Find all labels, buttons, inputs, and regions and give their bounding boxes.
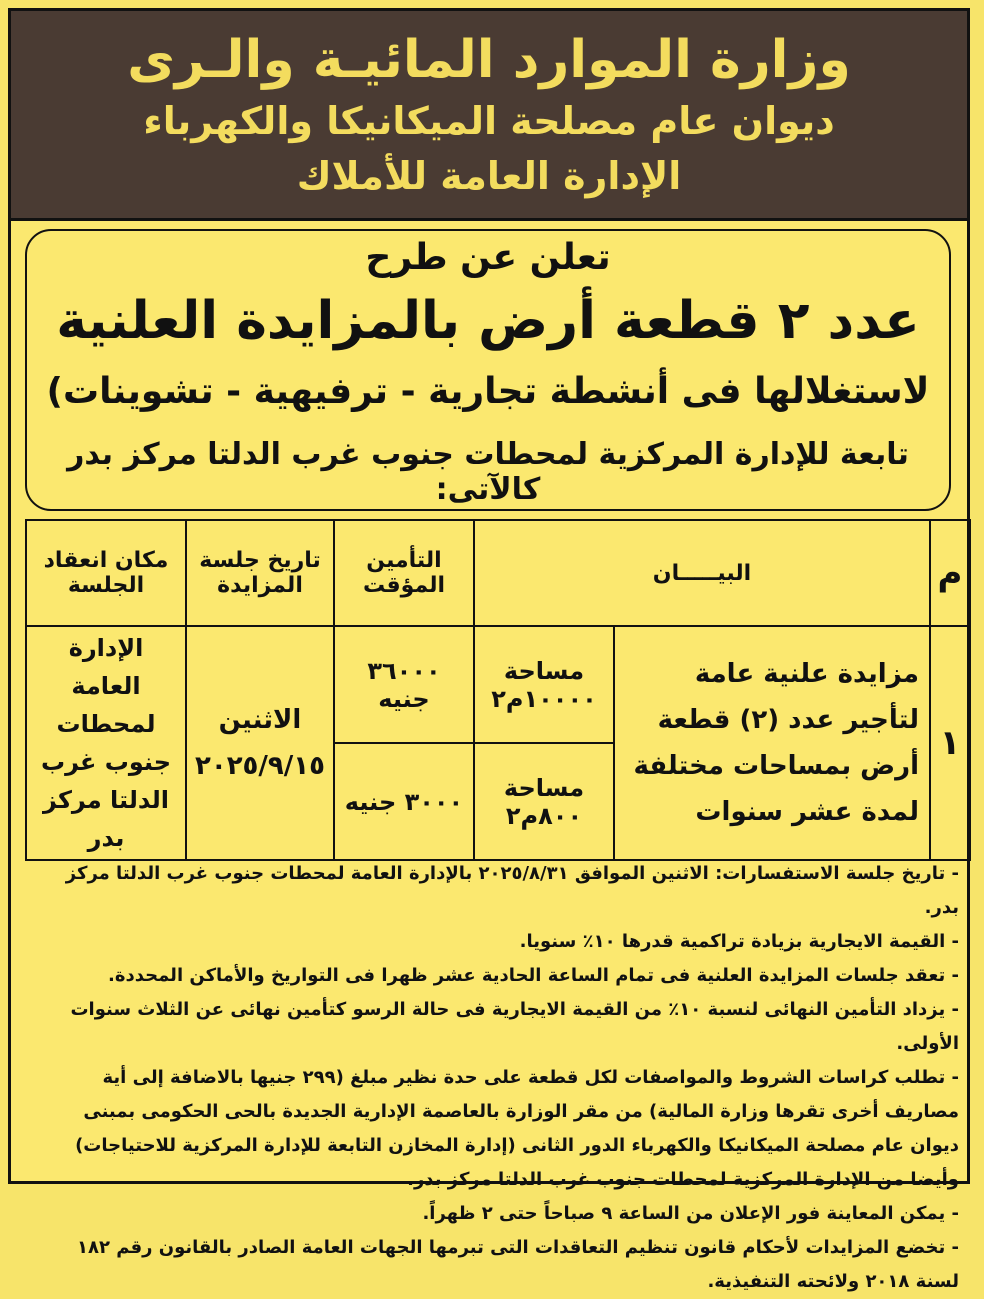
table-row [26,626,970,743]
note-item: - يمكن المعاينة فور الإعلان من الساعة ٩ صباحاً حتى ٢ ظهراً. [422,1203,959,1224]
note-item: - القيمة الايجارية بزيادة تراكمية قدرها ١٠٪ سنويا. [519,931,959,952]
note-item: - تاريخ جلسة الاستفسارات: الاثنين الموافق ٢٠٢٥/٨/٣١ بالإدارة العامة لمحطات جنوب غرب الدلتا مركز بدر. [65,863,959,918]
auction-date: الاثنين ٢٠٢٥/٩/١٥ [186,626,334,860]
department-name: ديوان عام مصلحة الميكانيكا والكهرباء [143,98,835,143]
announce-affiliation: تابعة للإدارة المركزية لمحطات جنوب غرب الدلتا مركز بدر كالآتى: [67,437,909,507]
plot1-insurance: ٣٦٠٠٠ جنيه [334,626,474,743]
table-header-row [26,520,970,626]
announce-title: عدد ٢ قطعة أرض بالمزايدة العلنية [56,291,920,351]
header-description: البيـــــان [474,520,930,626]
row-serial: ١ [930,626,970,860]
administration-name: الإدارة العامة للأملاك [296,153,682,198]
note-item: - تخضع المزايدات لأحكام قانون تنظيم التعاقدات التى تبرمها الجهات العامة الصادر بالقانون رقم ١٨٢ لسنة ٢٠١٨ ولائحته التنفيذية. [76,1237,959,1292]
advertisement-frame [8,8,970,1292]
auction-place: الإدارة العامة لمحطات جنوب غرب الدلتا مركز بدر [26,626,186,860]
announce-intro: تعلن عن طرح [365,237,611,278]
header-insurance: التأمين المؤقت [334,520,474,626]
note-item: - تعقد جلسات المزايدة العلنية فى تمام الساعة الحادية عشر ظهرا فى التواريخ والأماكن المحددة. [108,965,959,986]
header-serial: م [930,520,970,626]
ministry-header [11,11,967,221]
row-description: مزايدة علنية عامة لتأجير عدد (٢) قطعة أرض بمساحات مختلفة لمدة عشر سنوات [614,626,930,860]
ministry-name: وزارة الموارد المائيـة والـرى [127,29,851,90]
note-item: - تطلب كراسات الشروط والمواصفات لكل قطعة على حدة نظير مبلغ (٢٩٩ جنيها بالاضافة إلى أية مصاريف أخرى تقرها وزارة المالية) من مقر الوزارة بالعاصمة الإدارية الجديدة بالحى الحكومى بمبنى ديوان عام مصلحة الميكانيكا والكهرباء الدور الثانى (إدارة المخازن التابعة للإدارة المركزية للاحتياجات) وأيضا من الإدارة المركزية لمحطات جنوب غرب الدلتا مركز بدر. [75,1067,959,1190]
announce-purpose: لاستغلالها فى أنشطة تجارية - ترفيهية - تشوينات) [46,371,930,412]
header-place: مكان انعقاد الجلسة [26,520,186,626]
announcement-box [25,229,951,511]
notes-list [29,857,959,1299]
plot2-insurance: ٣٠٠٠ جنيه [334,743,474,860]
auction-table [25,519,971,861]
plot1-area: مساحة ١٠٠٠٠م٢ [474,626,614,743]
note-item: - يزداد التأمين النهائى لنسبة ١٠٪ من القيمة الايجارية فى حالة الرسو كتأمين نهائى عن الثلاث سنوات الأولى. [70,999,959,1054]
header-date: تاريخ جلسة المزايدة [186,520,334,626]
plot2-area: مساحة ٨٠٠م٢ [474,743,614,860]
